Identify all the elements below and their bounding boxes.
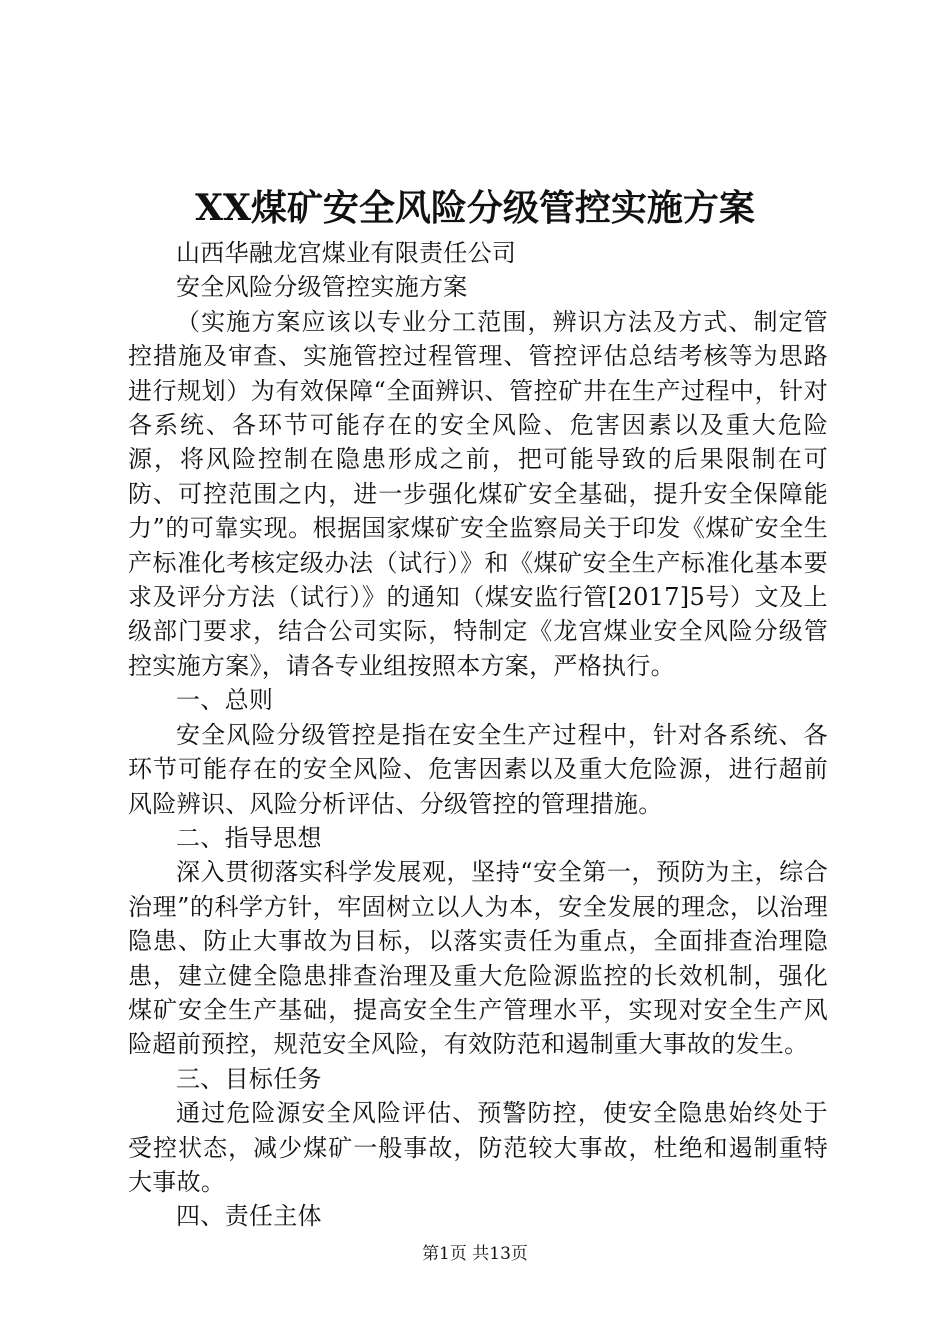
document-title: XX煤矿安全风险分级管控实施方案 — [195, 187, 755, 229]
section-heading-guiding: 二、指导思想 — [176, 823, 322, 852]
guiding-paragraph: 深入贯彻落实科学发展观，坚持“安全第一，预防为主，综合治理”的科学方针，牢固树立以人为本，安全发展的理念，以治理隐患、防止大事故为目标，以落实责任为重点，全面排查治理隐患，建立健全隐患排查治理及重大危险源监控的长效机制，强化煤矿安全生产基础，提高安全生产管理水平，实现对安全生产风险超前预控，规范安全风险，有效防范和遏制重大事故的发生。 — [128, 858, 828, 1059]
section-heading-goals: 三、目标任务 — [176, 1064, 322, 1093]
section-heading-general: 一、总则 — [176, 686, 274, 715]
intro-paragraph: （实施方案应该以专业分工范围，辨识方法及方式、制定管控措施及审查、实施管控过程管理、管控评估总结考核等为思路进行规划）为有效保障“全面辨识、管控矿井在生产过程中，针对各系统、各环节可能存在的安全风险、危害因素以及重大危险源，将风险控制在隐患形成之前，把可能导致的后果限制在可防、可控范围之内，进一步强化煤矿安全基础，提升安全保障能力”的可靠实现。根据国家煤矿安全监察局关于印发《煤矿安全生产标准化考核定级办法（试行）》和《煤矿安全生产标准化基本要求及评分方法（试行）》的通知（煤安监行管[2017]5号）文及上级部门要求，结合公司实际，特制定《龙宫煤业安全风险分级管控实施方案》，请各专业组按照本方案，严格执行。 — [128, 307, 828, 680]
document-body — [128, 236, 828, 1234]
general-paragraph: 安全风险分级管控是指在安全生产过程中，针对各系统、各环节可能存在的安全风险、危害因素以及重大危险源，进行超前风险辨识、风险分析评估、分级管控的管理措施。 — [128, 720, 828, 818]
plan-subtitle: 安全风险分级管控实施方案 — [176, 273, 468, 302]
company-name: 山西华融龙宫煤业有限责任公司 — [176, 239, 517, 267]
goals-paragraph: 通过危险源安全风险评估、预警防控，使安全隐患始终处于受控状态，减少煤矿一般事故，防范较大事故，杜绝和遏制重特大事故。 — [128, 1099, 828, 1196]
page-number-footer: 第1页 共13页 — [422, 1244, 528, 1264]
section-heading-responsibility: 四、责任主体 — [176, 1202, 322, 1231]
